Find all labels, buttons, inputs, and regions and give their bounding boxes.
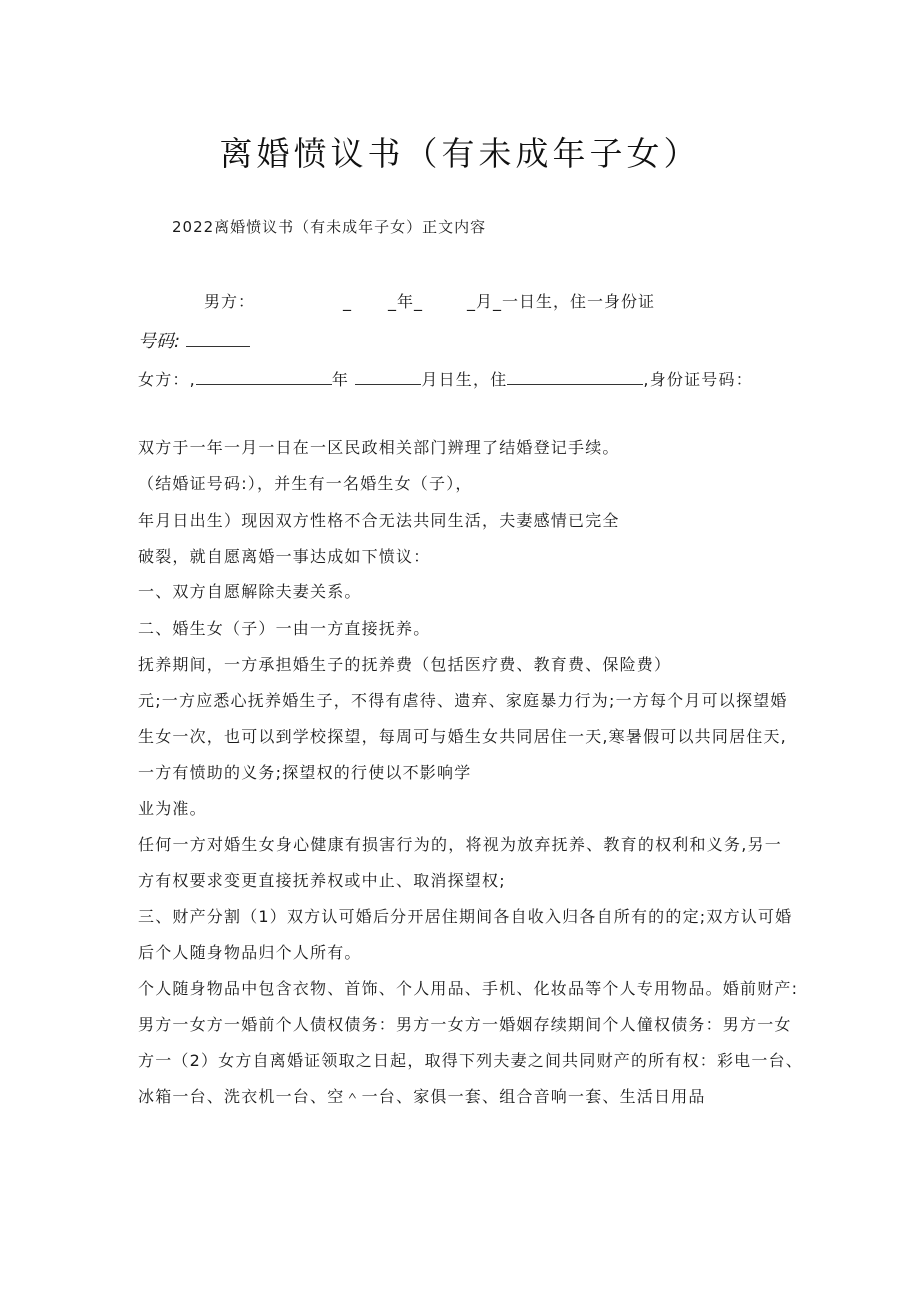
female-address-blank xyxy=(507,368,643,385)
female-id-tail: ,身份证号码： xyxy=(643,370,753,389)
male-party-line xyxy=(204,289,655,312)
id-number-blank xyxy=(186,330,250,347)
document-title: 离婚愤议书（有未成年子女） xyxy=(219,134,701,173)
male-month: _月_一日生，住一身份证 xyxy=(467,292,656,311)
paragraph-line: 一、双方自愿解除夫妻关系。 xyxy=(138,582,362,601)
paragraph-line: 业为准。 xyxy=(138,799,207,818)
paragraph-line: 后个人随身物品归个人所有。 xyxy=(138,943,362,962)
female-month-day: 月日生，住 xyxy=(421,370,508,389)
paragraph-line: 个人随身物品中包含衣物、首饰、个人用品、手机、化妆品等个人专用物品。婚前财产: xyxy=(138,979,799,998)
paragraph-line: 破裂，就自愿离婚一事达成如下愤议： xyxy=(138,547,431,566)
female-name-blank xyxy=(196,368,332,385)
paragraph-line: 年月日出生）现因双方性格不合无法共同生活，夫妻感情已完全 xyxy=(138,511,620,530)
paragraph-line: 方有权要求变更直接抚养权或中止、取消探望权; xyxy=(138,871,506,890)
paragraph-line: 生女一次，也可以到学校探望，每周可与婚生女共同居住一天,寒暑假可以共同居住天, xyxy=(138,727,787,746)
paragraph-line: 抚养期间，一方承担婚生子的抚养费（包括医疗费、教育费、保险费） xyxy=(138,655,672,674)
paragraph-line: 方一（2）女方自离婚证领取之日起，取得下列夫妻之间共同财产的所有权：彩电一台、 xyxy=(138,1051,803,1070)
male-label: 男方： xyxy=(204,292,256,311)
paragraph-line: 男方一女方一婚前个人债权债务：男方一女方一婚姻存续期间个人僮权债务：男方一女 xyxy=(138,1015,792,1034)
paragraph-line: 元;一方应悉心抚养婚生子，不得有虐待、遗弃、家庭暴力行为;一方每个月可以探望婚 xyxy=(138,691,788,710)
document-subtitle: 2022离婚愤议书（有未成年子女）正文内容 xyxy=(172,218,487,236)
female-year: 年 xyxy=(331,370,350,389)
paragraph-line: 一方有愤助的义务;探望权的行使以不影响学 xyxy=(138,763,472,782)
paragraph-line: 冰箱一台、洗衣机一台、空＾一台、家俱一套、组合音响一套、生活日用品 xyxy=(138,1087,706,1106)
female-label: 女方：, xyxy=(138,370,196,389)
female-party-line xyxy=(138,367,753,390)
female-year-blank xyxy=(355,368,421,385)
paragraph-line: （结婚证号码:），并生有一名婚生女（子）， xyxy=(138,474,473,493)
male-year: _年_ xyxy=(388,292,424,311)
paragraph-line: 双方于一年一月一日在一区民政相关部门辨理了结婚登记手续。 xyxy=(138,438,620,457)
paragraph-line: 任何一方对婚生女身心健康有损害行为的，将视为放弃抚养、教育的权利和义务,另一 xyxy=(138,835,782,854)
id-label: 号码: xyxy=(138,331,181,352)
id-number-line xyxy=(138,327,250,353)
paragraph-line: 二、婚生女（子）一由一方直接抚养。 xyxy=(138,619,431,638)
paragraph-line: 三、财产分割（1）双方认可婚后分开居住期间各自收入归各自所有的的定;双方认可婚 xyxy=(138,907,793,926)
male-blank-1: _ xyxy=(343,292,353,311)
